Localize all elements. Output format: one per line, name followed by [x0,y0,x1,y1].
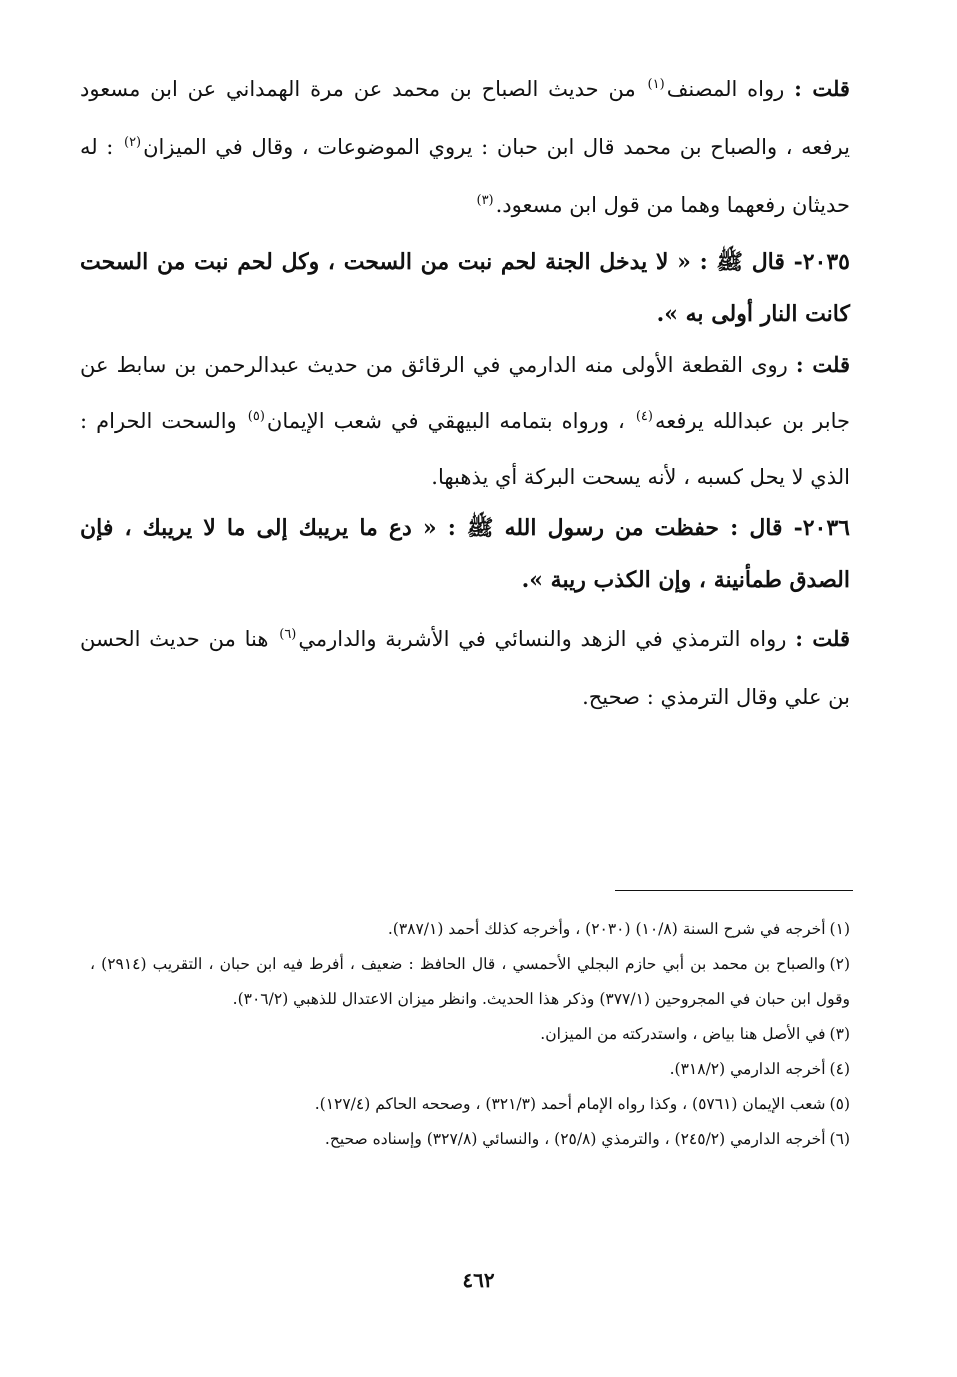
qult-label: قلت : [795,626,850,651]
footnote-5 [90,1087,850,1122]
footnote-text: أخرجه في شرح السنة (١٠/٨) (٢٠٣٠) ، وأخرجه كذلك أحمد (٣٨٧/١). [387,920,826,938]
footnote-text: شعب الإيمان (٥٧٦١) ، وكذا رواه الإمام أحمد (٣٢١/٣) ، وصححه الحاكم (١٢٧/٤). [314,1095,826,1113]
paragraph-text: والسحت الحرام : الذي لا يحل كسبه ، لأنه يسحت البركة أي يذهبها. [80,409,850,489]
commentary-text [80,337,850,505]
paragraph-text: روى القطعة الأولى منه الدارمي في الرقائق من حديث عبدالرحمن بن سابط عن جابر بن عبدالله يرفعه [80,353,850,433]
hadith-2036 [80,502,850,606]
footnote-3 [90,1017,850,1052]
commentary-text [80,60,850,234]
paragraph-text: رواه الترمذي في الزهد والنسائي في الأشربة والدارمي [298,627,796,651]
hadith-text: ٢٠٣٦- قال : حفظت من رسول الله ﷺ : « دع ما يريبك إلى ما لا يريبك ، فإن الصدق طمأنينة ، وإن الكذب ريبة ». [80,515,850,593]
page-number: ٤٦٢ [462,1268,495,1292]
footnote-number: (٥) [829,1095,850,1113]
footnote-reference[interactable]: (٥) [247,409,265,424]
footnote-4 [90,1052,850,1087]
footnote-number: (١) [829,920,850,938]
footnote-1 [90,912,850,947]
commentary-text [80,610,850,726]
footnote-reference[interactable]: (٦) [279,627,297,642]
footnote-number: (٤) [829,1060,850,1078]
footnote-text: والصباح بن محمد بن أبي حازم البجلي الأحمسي ، قال الحافظ : ضعيف ، أفرط فيه ابن حبان ، التقريب (٢٩١٤) ، وقول ابن حبان في المجروحين (٣٧٧/١) وذكر هذا الحديث. وانظر ميزان الاعتدال للذهبي (٣٠٦/٢). [90,955,850,1008]
paragraph-text: ، ورواه بتمامه البيهقي في شعب الإيمان [266,409,634,433]
footnote-text: في الأصل هنا بياض ، واستدركته من الميزان. [540,1025,826,1043]
paragraph-text: : له حديثان رفعهما وهما من قول ابن مسعود. [80,135,850,217]
footnotes-section [90,912,850,1157]
hadith-text: ٢٠٣٥- قال ﷺ : « لا يدخل الجنة لحم نبت من السحت ، وكل لحم نبت من السحت كانت النار أولى به ». [80,249,850,327]
footnote-reference[interactable]: (٤) [635,409,653,424]
paragraph-text: رواه المصنف [666,77,795,101]
footnote-reference[interactable]: (٢) [123,135,142,150]
commentary-paragraph-1 [80,60,850,234]
footnote-reference[interactable]: (١) [647,77,665,92]
hadith-2035 [80,236,850,340]
paragraph-text: هنا من حديث الحسن بن علي وقال الترمذي : صحيح. [80,627,850,709]
footnote-separator [615,890,853,891]
footnote-text: أخرجه الدارمي (٢٤٥/٢) ، والترمذي (٢٥/٨) ، والنسائي (٣٢٧/٨) وإسناده صحيح. [324,1130,826,1148]
paragraph-text: من حديث الصباح بن محمد عن مرة الهمداني عن ابن مسعود يرفعه ، والصباح بن محمد قال ابن حبان : يروي الموضوعات ، وقال في الميزان [80,77,850,159]
footnote-6 [90,1122,850,1157]
footnote-number: (٦) [829,1130,850,1148]
commentary-paragraph-3 [80,610,850,726]
commentary-paragraph-2 [80,337,850,505]
footnote-2 [90,947,850,1017]
qult-label: قلت : [794,76,850,101]
footnote-reference[interactable]: (٣) [476,193,494,208]
footnote-number: (٣) [829,1025,850,1043]
footnote-number: (٢) [829,955,850,973]
qult-label: قلت : [795,352,850,377]
footnote-text: أخرجه الدارمي (٣١٨/٢). [669,1060,826,1078]
